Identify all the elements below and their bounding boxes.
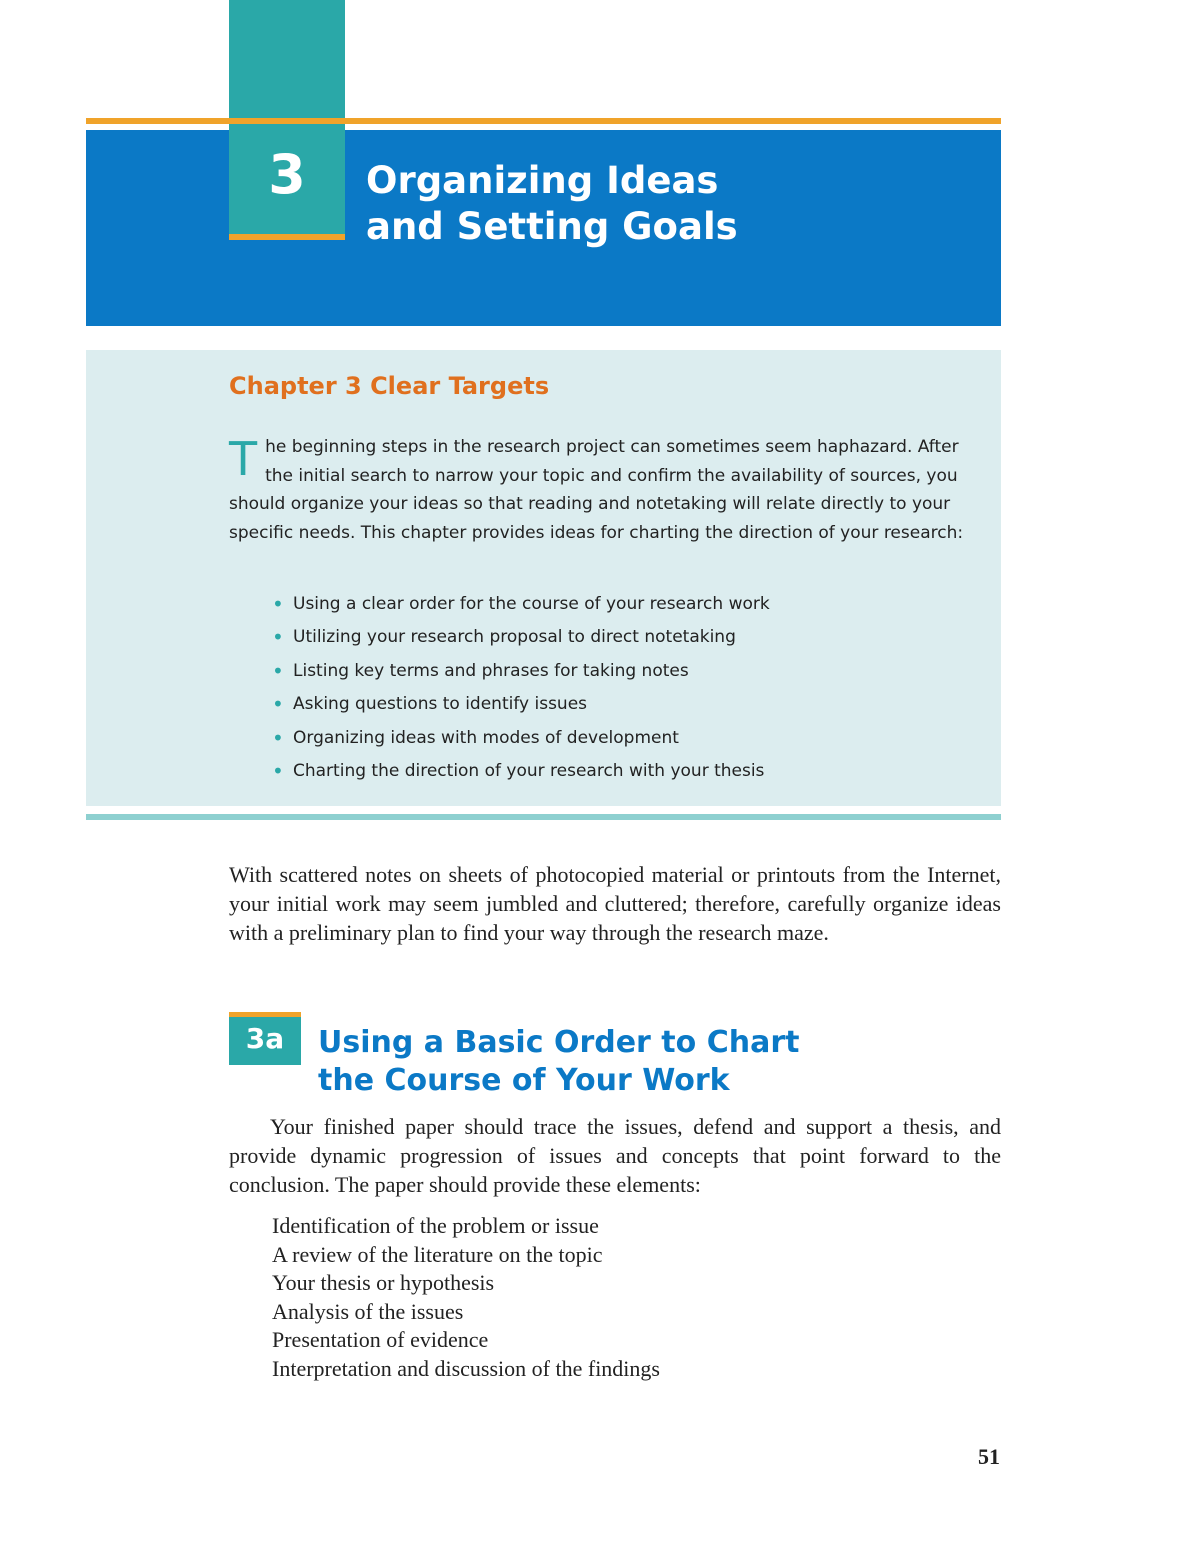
list-item: • Asking questions to identify issues [272,689,770,722]
section-title-line-2: the Course of Your Work [318,1063,730,1098]
chapter-title-line-2: and Setting Goals [366,205,738,248]
section-label-box [229,1017,301,1065]
bullet-icon: • [272,725,284,750]
bullet-icon: • [272,692,284,717]
list-item: • Listing key terms and phrases for taking notes [272,656,770,689]
bullet-icon: • [272,658,284,683]
header-orange-rule [86,118,1001,124]
chapter-number-box [229,124,345,236]
section-title-line-1: Using a Basic Order to Chart [318,1025,800,1060]
list-item: Analysis of the issues [272,1298,464,1324]
chapter-number-underline [229,234,345,240]
clear-targets-intro-text: he beginning steps in the research project can sometimes seem haphazard. After the initial search to narrow your topic and confirm the availability of sources, you should organize your ideas so that reading and notetaking will relate directly to your specific needs. This chapter provides ideas for charting the direction of your research: [229,437,964,543]
section-label: 3a [245,1022,285,1055]
list-item: • Charting the direction of your research with your thesis [272,756,770,789]
section-paragraph: Your finished paper should trace the issues, defend and support a thesis, and provide dynamic progression of issues and concepts that point forward to the conclusion. The paper should provide these elements: [229,1114,1001,1197]
list-item: • Using a clear order for the course of your research work [272,589,770,622]
bullet-icon: • [272,758,284,783]
chapter-tab-decoration [229,0,345,120]
list-item: Identification of the problem or issue [272,1213,599,1238]
intro-paragraph: With scattered notes on sheets of photocopied material or printouts from the Internet, your initial work may seem jumbled and cluttered; therefore, carefully organize ideas with a preliminary plan to find your way through the research maze. [229,862,1001,945]
clear-targets-list [272,589,770,789]
clear-targets-rule [86,814,1001,820]
clear-targets-heading: Chapter 3 Clear Targets [229,372,550,400]
clear-targets-intro [229,433,974,547]
page-number: 51 [978,1444,1000,1469]
list-item: • Utilizing your research proposal to direct notetaking [272,622,770,655]
section-title [318,1024,799,1100]
list-item: • Organizing ideas with modes of development [272,723,770,756]
list-item: Your thesis or hypothesis [272,1270,495,1296]
chapter-title-line-1: Organizing Ideas [366,159,719,202]
bullet-icon: • [272,592,284,616]
list-item: Presentation of evidence [272,1327,489,1353]
paper-elements-list [272,1212,660,1384]
bullet-icon: • [272,625,284,650]
drop-cap: T [229,432,258,486]
chapter-title [366,158,738,250]
chapter-number: 3 [268,143,306,206]
list-item: A review of the literature on the topic [272,1241,603,1267]
list-item: Interpretation and discussion of the findings [272,1355,660,1381]
